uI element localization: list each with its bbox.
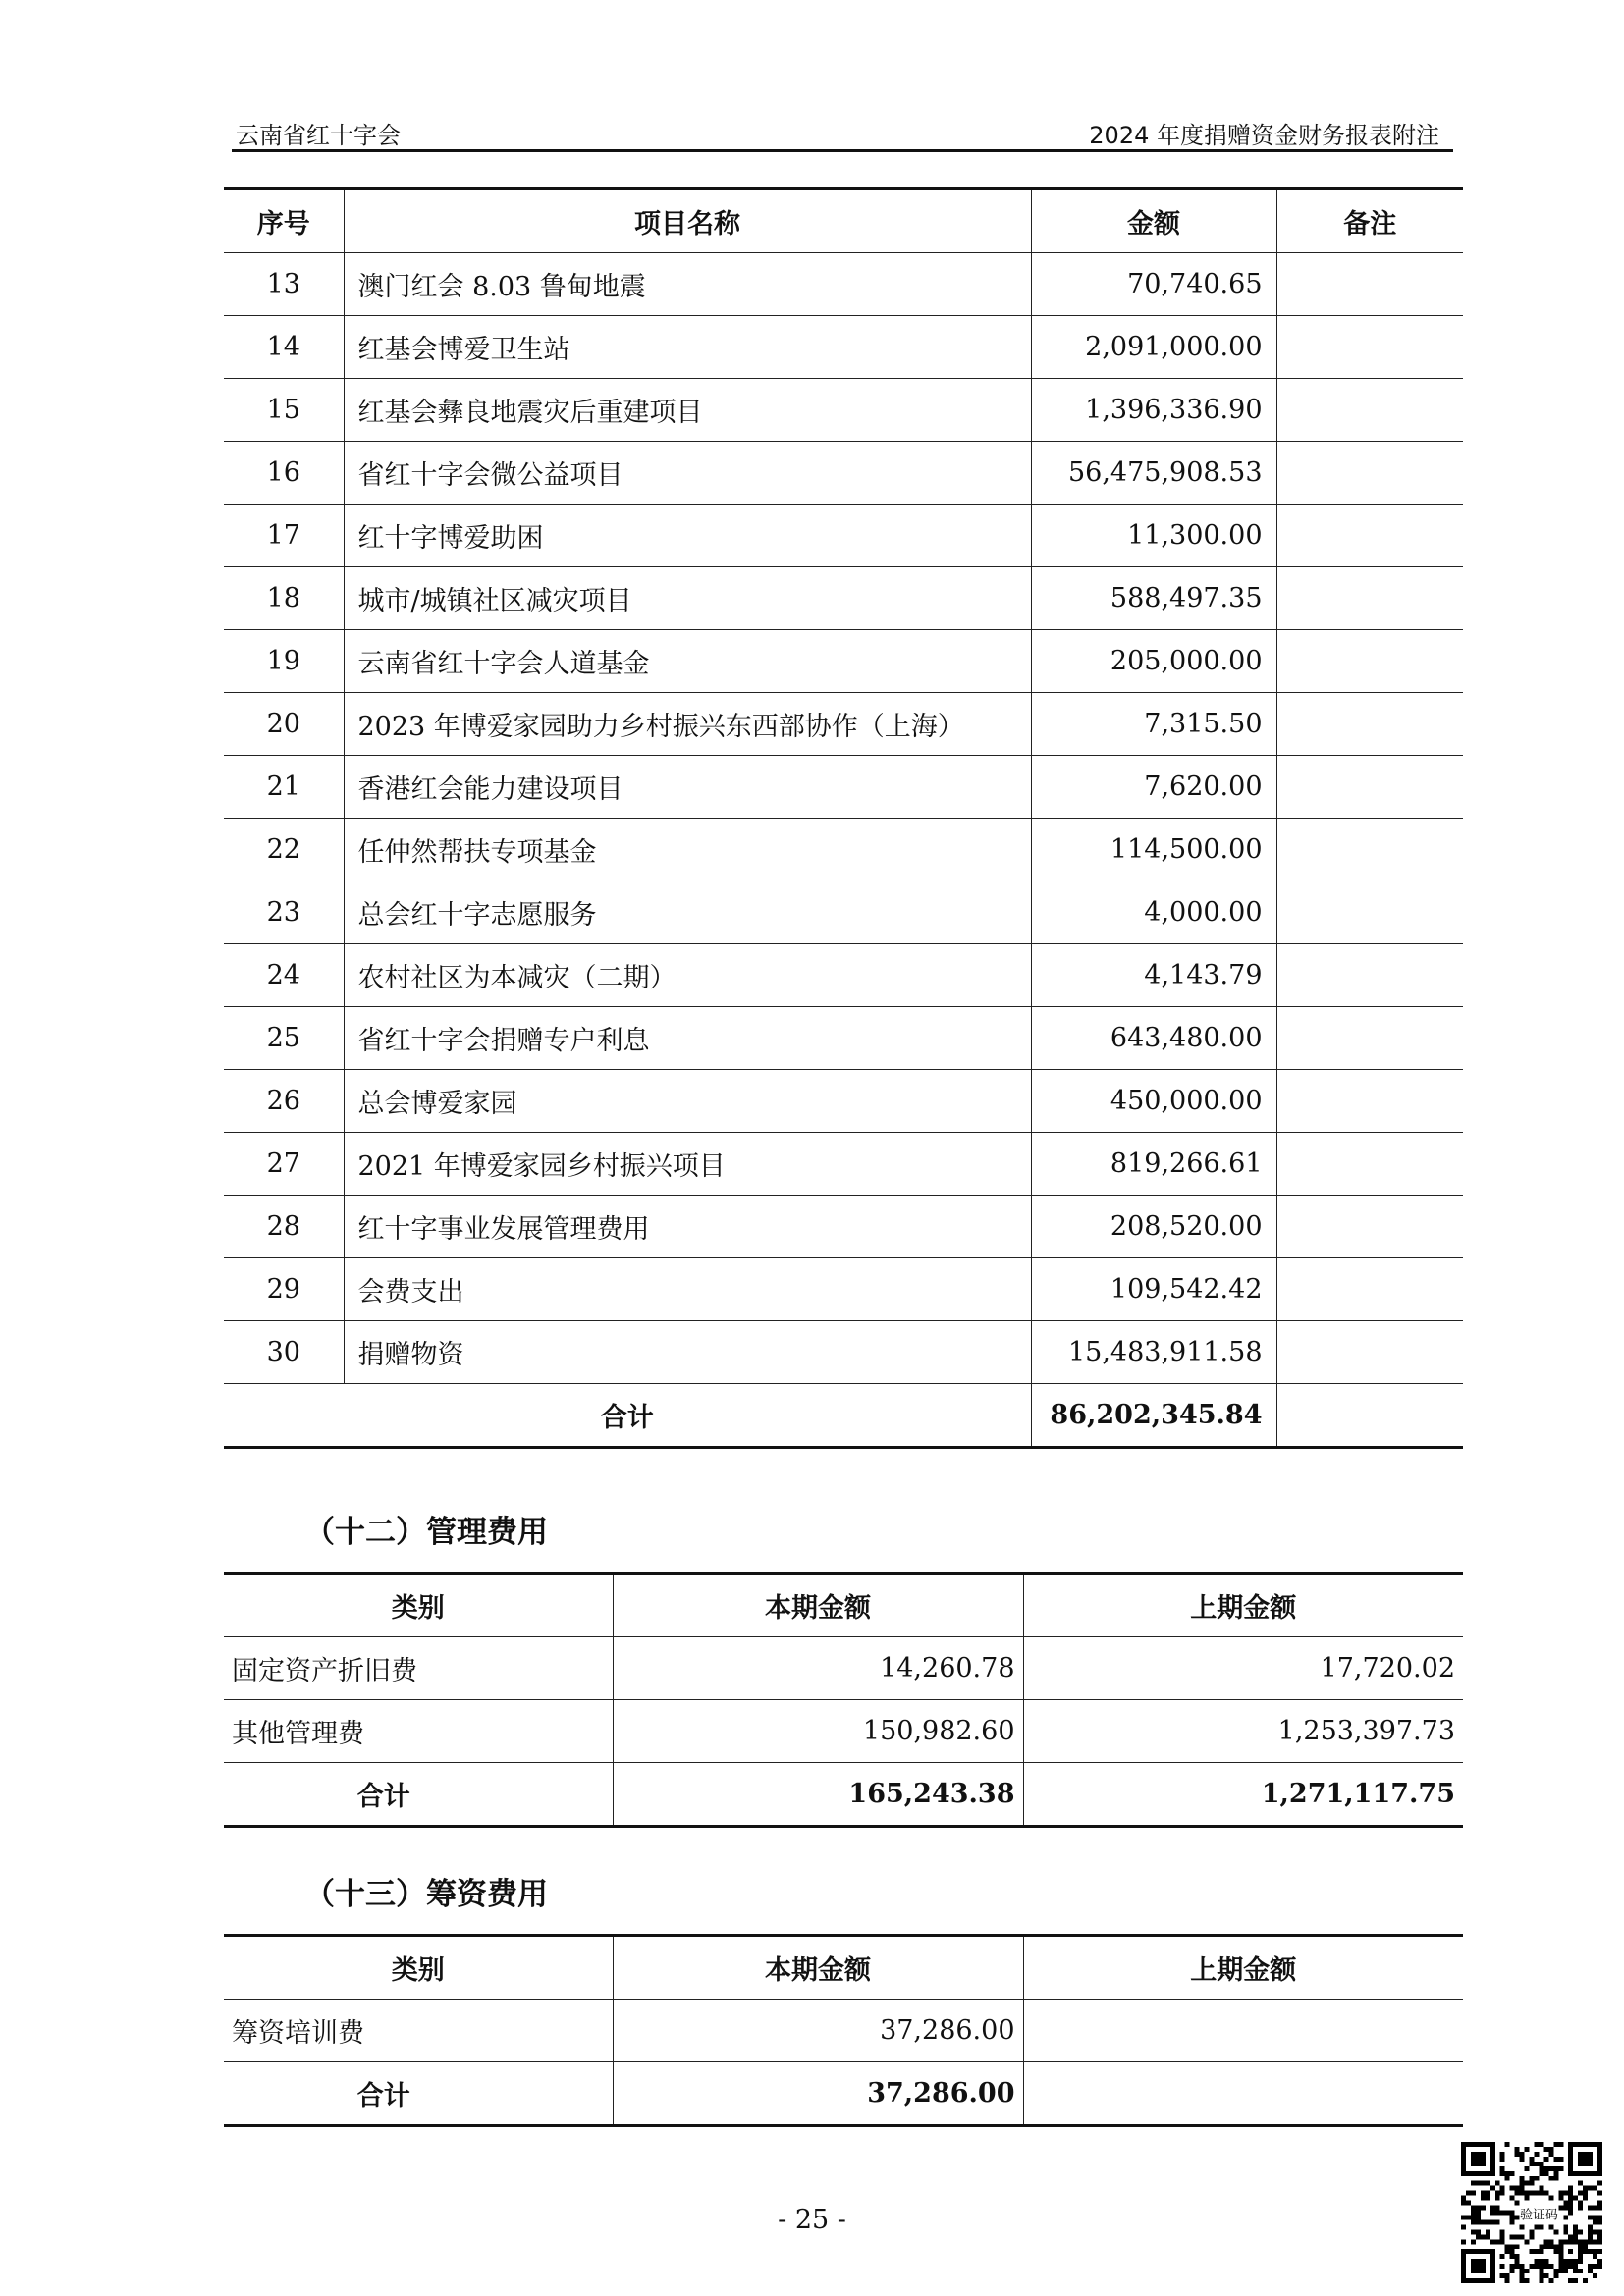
table-row	[224, 1637, 1463, 1700]
row-number: 23	[224, 881, 344, 944]
table-total-row	[224, 1763, 1463, 1827]
row-project-name: 红十字博爱助困	[344, 505, 1031, 567]
total-note	[1276, 1384, 1463, 1448]
row-note	[1276, 819, 1463, 881]
row-note	[1276, 1321, 1463, 1384]
col-header-current: 本期金额	[613, 1574, 1023, 1637]
row-number: 16	[224, 442, 344, 505]
row-number: 17	[224, 505, 344, 567]
row-amount: 56,475,908.53	[1031, 442, 1276, 505]
row-note	[1276, 253, 1463, 316]
row-category: 筹资培训费	[224, 2000, 613, 2062]
row-amount: 109,542.42	[1031, 1258, 1276, 1321]
table-header-row	[224, 189, 1463, 253]
table-row	[224, 567, 1463, 630]
row-number: 26	[224, 1070, 344, 1133]
row-note	[1276, 1133, 1463, 1196]
row-number: 25	[224, 1007, 344, 1070]
total-current: 37,286.00	[613, 2062, 1023, 2126]
row-amount: 2,091,000.00	[1031, 316, 1276, 379]
row-project-name: 总会红十字志愿服务	[344, 881, 1031, 944]
table-total-row	[224, 2062, 1463, 2126]
row-project-name: 澳门红会 8.03 鲁甸地震	[344, 253, 1031, 316]
row-amount: 1,396,336.90	[1031, 379, 1276, 442]
table-row	[224, 819, 1463, 881]
col-header-prior: 上期金额	[1023, 1574, 1463, 1637]
row-note	[1276, 505, 1463, 567]
row-amount: 7,620.00	[1031, 756, 1276, 819]
total-current: 165,243.38	[613, 1763, 1023, 1827]
row-amount: 643,480.00	[1031, 1007, 1276, 1070]
row-project-name: 任仲然帮扶专项基金	[344, 819, 1031, 881]
page-number: - 25 -	[778, 2205, 846, 2235]
table-row	[224, 253, 1463, 316]
table-total-row	[224, 1384, 1463, 1448]
row-number: 20	[224, 693, 344, 756]
col-header-name: 项目名称	[344, 189, 1031, 253]
row-prior	[1023, 2000, 1463, 2062]
col-header-no: 序号	[224, 189, 344, 253]
row-amount: 114,500.00	[1031, 819, 1276, 881]
table-header-row	[224, 1936, 1463, 2000]
fundraising-expense-table	[224, 1934, 1463, 2127]
row-note	[1276, 693, 1463, 756]
table-row	[224, 2000, 1463, 2062]
table-row	[224, 1070, 1463, 1133]
row-project-name: 2021 年博爱家园乡村振兴项目	[344, 1133, 1031, 1196]
total-label: 合计	[224, 2062, 613, 2126]
row-amount: 11,300.00	[1031, 505, 1276, 567]
row-project-name: 云南省红十字会人道基金	[344, 630, 1031, 693]
table-row	[224, 1133, 1463, 1196]
row-number: 24	[224, 944, 344, 1007]
page-header	[232, 116, 1453, 152]
row-number: 29	[224, 1258, 344, 1321]
row-amount: 7,315.50	[1031, 693, 1276, 756]
row-current: 37,286.00	[613, 2000, 1023, 2062]
table-row	[224, 756, 1463, 819]
table-row	[224, 630, 1463, 693]
qr-code-icon	[1461, 2142, 1602, 2283]
table-row	[224, 693, 1463, 756]
row-amount: 588,497.35	[1031, 567, 1276, 630]
row-project-name: 会费支出	[344, 1258, 1031, 1321]
row-current: 14,260.78	[613, 1637, 1023, 1700]
row-amount: 4,000.00	[1031, 881, 1276, 944]
row-note	[1276, 1196, 1463, 1258]
col-header-note: 备注	[1276, 189, 1463, 253]
row-note	[1276, 944, 1463, 1007]
header-report-title: 2024 年度捐赠资金财务报表附注	[1089, 122, 1439, 149]
table-row	[224, 316, 1463, 379]
row-note	[1276, 567, 1463, 630]
row-number: 27	[224, 1133, 344, 1196]
row-amount: 70,740.65	[1031, 253, 1276, 316]
table-row	[224, 1258, 1463, 1321]
row-category: 固定资产折旧费	[224, 1637, 613, 1700]
table-header-row	[224, 1574, 1463, 1637]
section-title-management-expense: （十二）管理费用	[304, 1515, 548, 1550]
qr-code-label: 验证码	[1520, 2208, 1558, 2223]
row-note	[1276, 442, 1463, 505]
row-amount: 15,483,911.58	[1031, 1321, 1276, 1384]
col-header-prior: 上期金额	[1023, 1936, 1463, 2000]
row-project-name: 香港红会能力建设项目	[344, 756, 1031, 819]
row-note	[1276, 316, 1463, 379]
row-number: 15	[224, 379, 344, 442]
table-row	[224, 442, 1463, 505]
row-project-name: 省红十字会微公益项目	[344, 442, 1031, 505]
row-amount: 208,520.00	[1031, 1196, 1276, 1258]
row-prior: 17,720.02	[1023, 1637, 1463, 1700]
row-number: 28	[224, 1196, 344, 1258]
table-row	[224, 379, 1463, 442]
row-note	[1276, 1258, 1463, 1321]
management-expense-table	[224, 1572, 1463, 1828]
row-amount: 205,000.00	[1031, 630, 1276, 693]
row-number: 21	[224, 756, 344, 819]
row-number: 13	[224, 253, 344, 316]
total-label: 合计	[224, 1384, 1031, 1448]
col-header-category: 类别	[224, 1936, 613, 2000]
total-amount: 86,202,345.84	[1031, 1384, 1276, 1448]
row-project-name: 城市/城镇社区减灾项目	[344, 567, 1031, 630]
row-amount: 450,000.00	[1031, 1070, 1276, 1133]
row-number: 30	[224, 1321, 344, 1384]
row-note	[1276, 1070, 1463, 1133]
table-row	[224, 944, 1463, 1007]
total-prior: 1,271,117.75	[1023, 1763, 1463, 1827]
row-project-name: 2023 年博爱家园助力乡村振兴东西部协作（上海）	[344, 693, 1031, 756]
header-org-name: 云南省红十字会	[236, 122, 401, 149]
total-label: 合计	[224, 1763, 613, 1827]
row-project-name: 农村社区为本减灾（二期）	[344, 944, 1031, 1007]
row-note	[1276, 756, 1463, 819]
row-category: 其他管理费	[224, 1700, 613, 1763]
table-row	[224, 1700, 1463, 1763]
row-note	[1276, 881, 1463, 944]
row-number: 19	[224, 630, 344, 693]
row-project-name: 总会博爱家园	[344, 1070, 1031, 1133]
row-note	[1276, 1007, 1463, 1070]
col-header-category: 类别	[224, 1574, 613, 1637]
row-project-name: 红十字事业发展管理费用	[344, 1196, 1031, 1258]
row-project-name: 红基会彝良地震灾后重建项目	[344, 379, 1031, 442]
row-amount: 4,143.79	[1031, 944, 1276, 1007]
row-number: 14	[224, 316, 344, 379]
row-note	[1276, 630, 1463, 693]
table-row	[224, 881, 1463, 944]
col-header-current: 本期金额	[613, 1936, 1023, 2000]
table-row	[224, 1321, 1463, 1384]
section-title-fundraising-expense: （十三）筹资费用	[304, 1877, 548, 1912]
donation-expense-table	[224, 187, 1463, 1449]
row-amount: 819,266.61	[1031, 1133, 1276, 1196]
row-number: 18	[224, 567, 344, 630]
row-prior: 1,253,397.73	[1023, 1700, 1463, 1763]
row-project-name: 捐赠物资	[344, 1321, 1031, 1384]
col-header-amount: 金额	[1031, 189, 1276, 253]
row-current: 150,982.60	[613, 1700, 1023, 1763]
row-number: 22	[224, 819, 344, 881]
row-note	[1276, 379, 1463, 442]
row-project-name: 省红十字会捐赠专户利息	[344, 1007, 1031, 1070]
total-prior	[1023, 2062, 1463, 2126]
table-row	[224, 1196, 1463, 1258]
table-row	[224, 1007, 1463, 1070]
row-project-name: 红基会博爱卫生站	[344, 316, 1031, 379]
table-row	[224, 505, 1463, 567]
